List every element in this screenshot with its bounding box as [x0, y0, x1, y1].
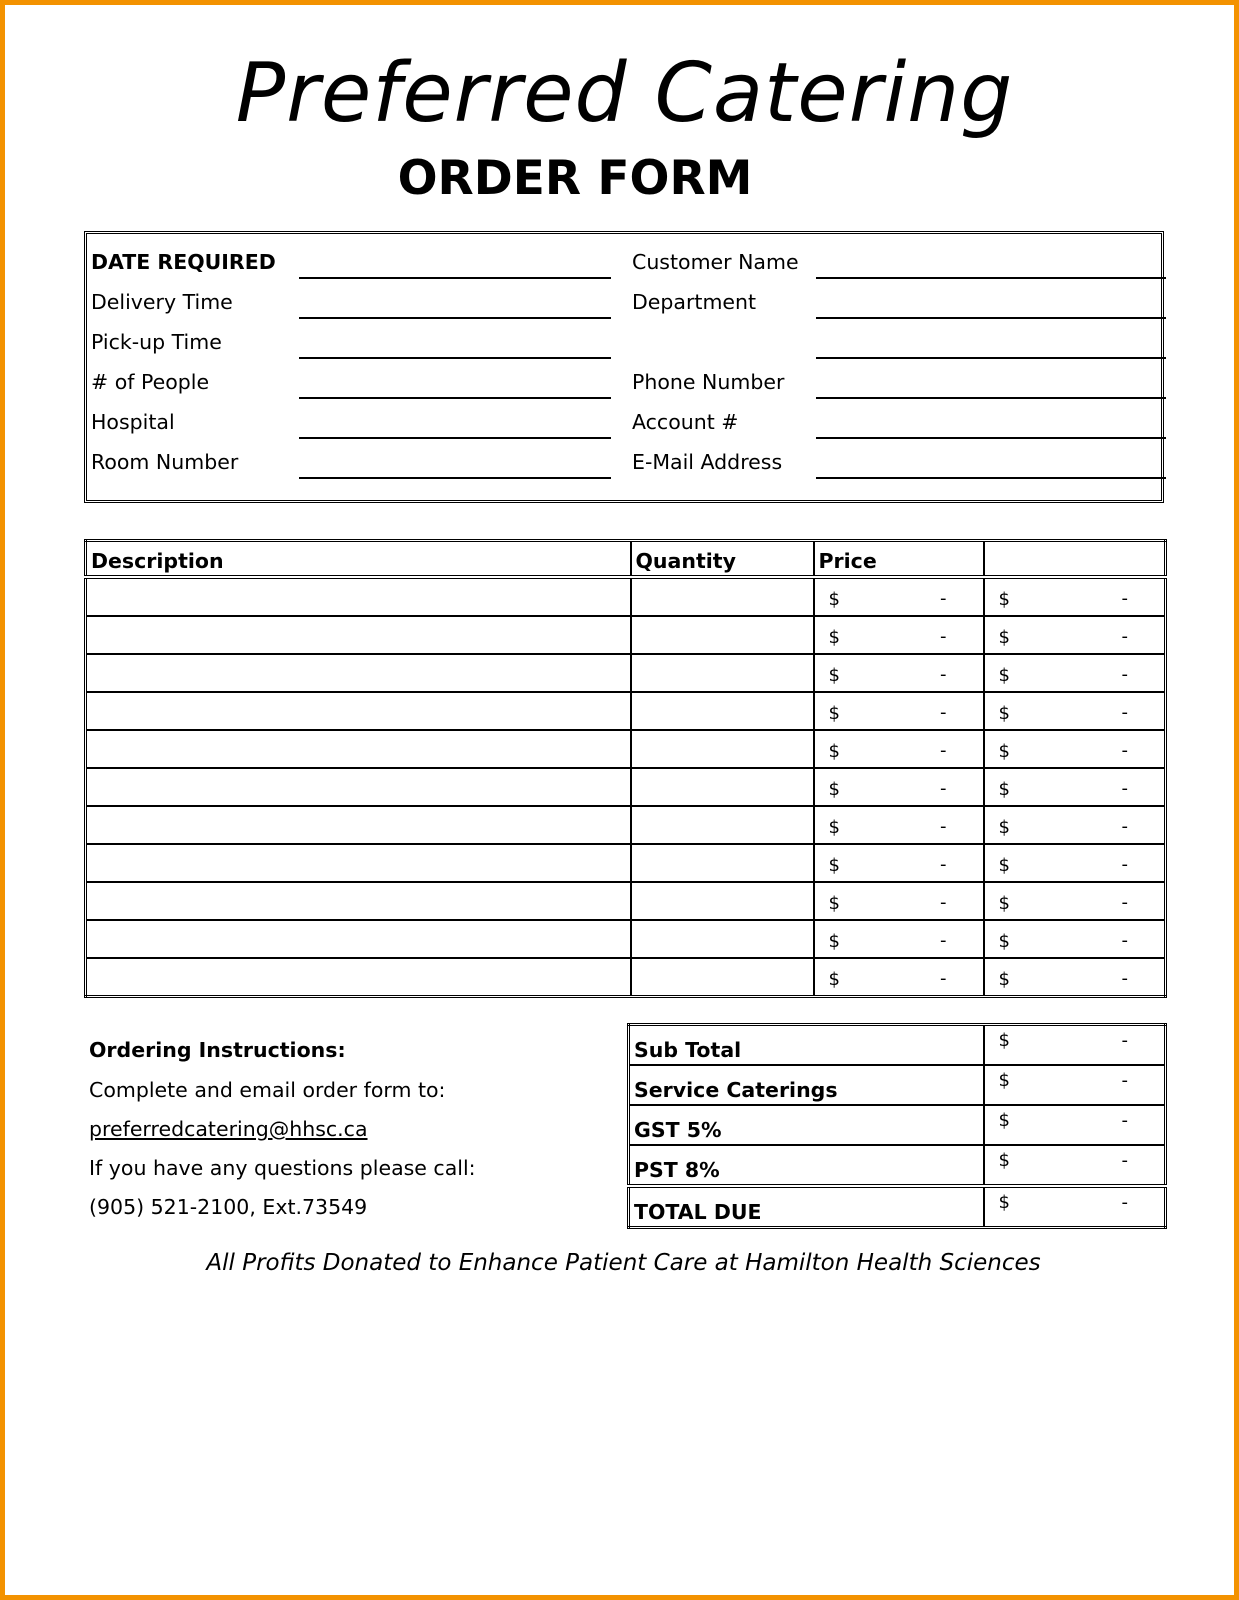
- amount-cell: [984, 920, 1166, 958]
- contact-phone: (905) 521-2100, Ext.73549: [89, 1195, 368, 1219]
- price-value: -: [940, 967, 947, 989]
- totals-value: -: [1121, 1150, 1128, 1171]
- description-cell[interactable]: [86, 692, 631, 730]
- amount-currency: $: [998, 702, 1010, 724]
- quantity-cell[interactable]: [631, 692, 814, 730]
- account-number-field[interactable]: [816, 437, 1166, 439]
- price-currency: $: [828, 626, 840, 648]
- totals-currency: $: [998, 1110, 1010, 1131]
- price-value: -: [940, 777, 947, 799]
- quantity-cell[interactable]: [631, 616, 814, 654]
- phone-number-label: Phone Number: [632, 370, 785, 394]
- amount-cell: [984, 692, 1166, 730]
- amount-currency: $: [998, 626, 1010, 648]
- totals-body: [629, 1025, 1166, 1228]
- amount-value: -: [1121, 625, 1128, 647]
- price-currency: $: [828, 816, 840, 838]
- price-value: -: [940, 853, 947, 875]
- totals-value-cell: [984, 1065, 1166, 1105]
- price-currency: $: [828, 892, 840, 914]
- price-currency: $: [828, 740, 840, 762]
- table-row: [86, 844, 1166, 882]
- totals-value-cell: [984, 1145, 1166, 1186]
- price-cell[interactable]: [814, 920, 984, 958]
- price-currency: $: [828, 854, 840, 876]
- table-row: [86, 577, 1166, 616]
- price-currency: $: [828, 588, 840, 610]
- quantity-cell[interactable]: [631, 958, 814, 997]
- amount-value: -: [1121, 815, 1128, 837]
- price-cell[interactable]: [814, 616, 984, 654]
- pickup-time-label: Pick-up Time: [91, 330, 222, 354]
- totals-row: [629, 1105, 1166, 1145]
- customer-info-box: [84, 231, 1164, 503]
- price-value: -: [940, 701, 947, 723]
- quantity-cell[interactable]: [631, 730, 814, 768]
- customer-name-label: Customer Name: [632, 250, 799, 274]
- amount-cell: [984, 654, 1166, 692]
- instructions-email-line: Complete and email order form to:: [89, 1078, 446, 1102]
- amount-currency: $: [998, 816, 1010, 838]
- totals-currency: $: [998, 1070, 1010, 1091]
- quantity-cell[interactable]: [631, 768, 814, 806]
- room-number-label: Room Number: [91, 450, 239, 474]
- description-cell[interactable]: [86, 768, 631, 806]
- totals-currency: $: [998, 1192, 1010, 1213]
- table-row: [86, 616, 1166, 654]
- totals-table: [627, 1023, 1167, 1229]
- price-cell[interactable]: [814, 730, 984, 768]
- price-cell[interactable]: [814, 844, 984, 882]
- quantity-cell[interactable]: [631, 920, 814, 958]
- totals-row: [629, 1145, 1166, 1186]
- amount-currency: $: [998, 892, 1010, 914]
- amount-value: -: [1121, 587, 1128, 609]
- email-address-label: E-Mail Address: [632, 450, 783, 474]
- description-cell[interactable]: [86, 577, 631, 616]
- totals-label: PST 8%: [629, 1145, 984, 1186]
- amount-cell: [984, 730, 1166, 768]
- catering-email-link[interactable]: preferredcatering@hhsc.ca: [89, 1117, 368, 1141]
- amount-currency: $: [998, 588, 1010, 610]
- price-value: -: [940, 815, 947, 837]
- email-address-field[interactable]: [816, 477, 1166, 479]
- quantity-cell[interactable]: [631, 577, 814, 616]
- price-cell[interactable]: [814, 654, 984, 692]
- totals-label: GST 5%: [629, 1105, 984, 1145]
- totals-value-cell: [984, 1186, 1166, 1228]
- info-row: [87, 240, 1161, 280]
- date-required-label: DATE REQUIRED: [91, 250, 276, 274]
- order-items-body: [86, 577, 1166, 997]
- amount-value: -: [1121, 701, 1128, 723]
- amount-cell: [984, 882, 1166, 920]
- delivery-time-label: Delivery Time: [91, 290, 233, 314]
- pickup-time-field[interactable]: [299, 357, 611, 359]
- num-people-label: # of People: [91, 370, 210, 394]
- quantity-cell[interactable]: [631, 806, 814, 844]
- amount-value: -: [1121, 967, 1128, 989]
- amount-currency: $: [998, 664, 1010, 686]
- table-row: [86, 882, 1166, 920]
- brand-title: Preferred Catering: [235, 46, 1014, 141]
- totals-label: Sub Total: [629, 1025, 984, 1066]
- description-cell[interactable]: [86, 844, 631, 882]
- price-cell[interactable]: [814, 806, 984, 844]
- info-row: [87, 440, 1161, 480]
- room-number-field[interactable]: [299, 477, 611, 479]
- info-row: [87, 400, 1161, 440]
- amount-currency: $: [998, 740, 1010, 762]
- amount-cell: [984, 768, 1166, 806]
- table-row: [86, 920, 1166, 958]
- account-number-label: Account #: [632, 410, 739, 434]
- quantity-cell[interactable]: [631, 882, 814, 920]
- price-value: -: [940, 625, 947, 647]
- totals-value: -: [1121, 1192, 1128, 1213]
- totals-currency: $: [998, 1150, 1010, 1171]
- table-row: [86, 958, 1166, 997]
- price-currency: $: [828, 702, 840, 724]
- totals-value-cell: [984, 1105, 1166, 1145]
- price-cell[interactable]: [814, 768, 984, 806]
- num-people-field[interactable]: [299, 397, 611, 399]
- price-value: -: [940, 663, 947, 685]
- amount-currency: $: [998, 854, 1010, 876]
- totals-value: -: [1121, 1110, 1128, 1131]
- price-cell[interactable]: [814, 958, 984, 997]
- totals-row: [629, 1065, 1166, 1105]
- description-cell[interactable]: [86, 616, 631, 654]
- table-row: [86, 806, 1166, 844]
- description-cell[interactable]: [86, 920, 631, 958]
- amount-cell: [984, 844, 1166, 882]
- instructions-heading: Ordering Instructions:: [89, 1038, 346, 1062]
- price-currency: $: [828, 778, 840, 800]
- amount-cell: [984, 806, 1166, 844]
- price-currency: $: [828, 664, 840, 686]
- amount-cell: [984, 958, 1166, 997]
- totals-label: TOTAL DUE: [629, 1186, 984, 1228]
- price-currency: $: [828, 968, 840, 990]
- price-cell[interactable]: [814, 692, 984, 730]
- info-row: [87, 360, 1161, 400]
- totals-value-cell: [984, 1025, 1166, 1066]
- amount-value: -: [1121, 739, 1128, 761]
- table-row: [86, 692, 1166, 730]
- description-cell[interactable]: [86, 654, 631, 692]
- instructions-phone-line: If you have any questions please call:: [89, 1156, 476, 1180]
- page-title: ORDER FORM: [397, 151, 753, 206]
- amount-value: -: [1121, 777, 1128, 799]
- amount-value: -: [1121, 853, 1128, 875]
- totals-value: -: [1121, 1030, 1128, 1051]
- amount-currency: $: [998, 778, 1010, 800]
- table-row: [86, 730, 1166, 768]
- amount-cell: [984, 616, 1166, 654]
- customer-name-field[interactable]: [816, 277, 1166, 279]
- price-cell[interactable]: [814, 577, 984, 616]
- quantity-cell[interactable]: [631, 844, 814, 882]
- quantity-header: Quantity: [631, 541, 814, 577]
- delivery-time-field[interactable]: [299, 317, 611, 319]
- amount-cell: [984, 577, 1166, 616]
- order-items-table: [84, 539, 1167, 998]
- footer-note: All Profits Donated to Enhance Patient Care at Hamilton Health Sciences: [206, 1250, 1041, 1276]
- table-header-row: [86, 541, 1166, 577]
- totals-value: -: [1121, 1070, 1128, 1091]
- hospital-label: Hospital: [91, 410, 175, 434]
- department-field[interactable]: [816, 317, 1166, 319]
- description-cell[interactable]: [86, 882, 631, 920]
- totals-row: [629, 1025, 1166, 1066]
- price-cell[interactable]: [814, 882, 984, 920]
- price-value: -: [940, 891, 947, 913]
- quantity-cell[interactable]: [631, 654, 814, 692]
- date-required-field[interactable]: [299, 277, 611, 279]
- description-header: Description: [86, 541, 631, 577]
- price-value: -: [940, 587, 947, 609]
- table-row: [86, 768, 1166, 806]
- amount-currency: $: [998, 968, 1010, 990]
- amount-value: -: [1121, 891, 1128, 913]
- totals-label: Service Caterings: [629, 1065, 984, 1105]
- description-cell[interactable]: [86, 958, 631, 997]
- table-row: [86, 654, 1166, 692]
- phone-number-field[interactable]: [816, 397, 1166, 399]
- department-extra-field[interactable]: [816, 357, 1166, 359]
- price-currency: $: [828, 930, 840, 952]
- totals-row: [629, 1186, 1166, 1228]
- info-row: [87, 280, 1161, 320]
- amount-value: -: [1121, 663, 1128, 685]
- hospital-field[interactable]: [299, 437, 611, 439]
- amount-currency: $: [998, 930, 1010, 952]
- department-label: Department: [632, 290, 757, 314]
- description-cell[interactable]: [86, 730, 631, 768]
- info-row: [87, 320, 1161, 360]
- amount-value: -: [1121, 929, 1128, 951]
- price-value: -: [940, 739, 947, 761]
- description-cell[interactable]: [86, 806, 631, 844]
- price-header: Price: [814, 541, 984, 577]
- price-value: -: [940, 929, 947, 951]
- amount-header: [984, 541, 1166, 577]
- totals-currency: $: [998, 1030, 1010, 1051]
